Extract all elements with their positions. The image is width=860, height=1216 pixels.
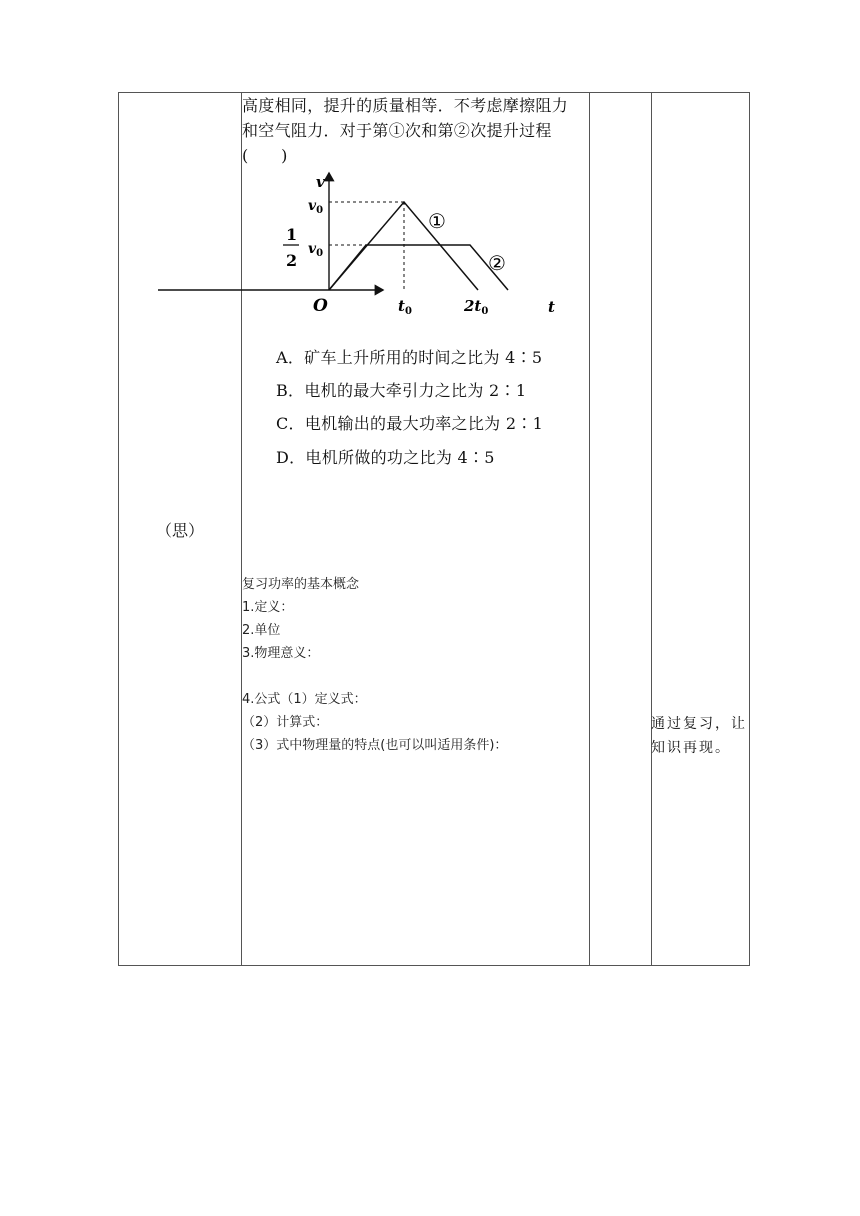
notes-features: （3）式中物理量的特点(也可以叫适用条件)：	[242, 738, 508, 753]
notes-formula: 4.公式（1）定义式：	[242, 692, 367, 707]
y-axis-label: v	[316, 173, 325, 191]
option-a: A．矿车上升所用的时间之比为 4∶5	[276, 348, 543, 367]
curve-2-label: ②	[488, 251, 506, 275]
curve-1-label: ①	[428, 209, 446, 233]
tick-half-num: 1	[286, 225, 298, 244]
notes-item: 2.单位	[242, 623, 281, 638]
option-b: B．电机的最大牵引力之比为 2∶1	[276, 381, 527, 400]
question-text	[242, 93, 589, 168]
design-intent: 通过复习，让知识再现。	[651, 716, 747, 756]
notes-item: 3.物理意义：	[242, 646, 320, 661]
question-line: 高度相同，提升的质量相等．不考虑摩擦阻力	[242, 96, 569, 115]
option-c: C．电机输出的最大功率之比为 2∶1	[276, 414, 544, 433]
column-divider	[651, 93, 652, 965]
notes-calc: （2）计算式：	[242, 715, 329, 730]
tick-half-v0: $v_0$	[308, 241, 324, 259]
velocity-time-graph	[158, 170, 555, 330]
origin-label: O	[313, 296, 328, 316]
option-d: D．电机所做的功之比为 4∶5	[276, 448, 495, 467]
review-notes	[242, 573, 507, 757]
row-label: （思）	[155, 520, 204, 540]
notes-spacer	[242, 665, 507, 688]
tick-half-den: 2	[286, 251, 298, 270]
tick-v0: $v_0$	[308, 198, 324, 216]
column-divider	[589, 93, 590, 965]
notes-heading: 复习功率的基本概念	[242, 577, 360, 592]
tick-2t0: $2t_0$	[464, 297, 489, 317]
tick-t0: $t_0$	[398, 297, 412, 317]
notes-item: 1.定义：	[242, 600, 294, 615]
question-line: ( )	[242, 146, 288, 165]
x-axis-label: t	[548, 298, 555, 316]
question-line: 和空气阻力．对于第①次和第②次提升过程	[242, 121, 552, 140]
